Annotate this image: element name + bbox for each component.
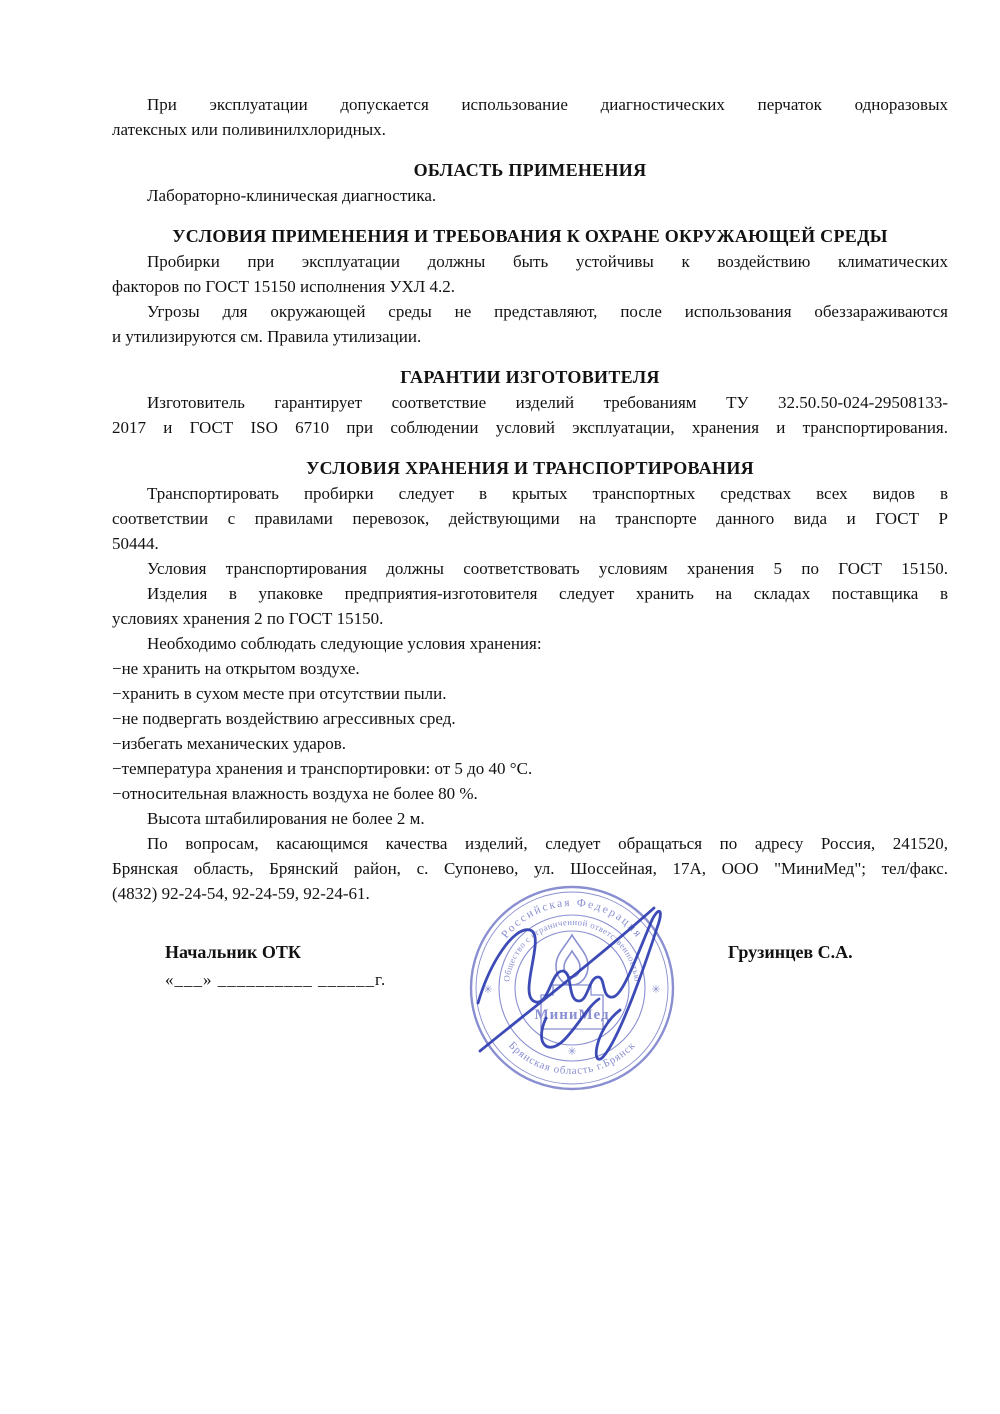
paragraph-line: Транспортировать пробирки следует в крытых транспортных средствах всех видов в: [147, 484, 948, 503]
signatory-name: Грузинцев С.А.: [728, 942, 853, 962]
paragraph-line: Изготовитель гарантирует соответствие изделий требованиям ТУ 32.50.50-024-29508133-: [147, 393, 948, 412]
paragraph-line: факторов по ГОСТ 15150 исполнения УХЛ 4.2.: [112, 277, 456, 296]
paragraph-line: Лабораторно-клиническая диагностика.: [147, 186, 437, 205]
stamp-text-inner-ring: Общество с ограниченной ответственностью: [501, 916, 643, 983]
storage-condition-item: −не подвергать воздействию агрессивных сред.: [112, 709, 456, 728]
stamp-text-outer-bottom: Брянская область г.Брянск: [506, 1039, 638, 1078]
paragraph-line: Брянская область, Брянский район, с. Супонево, ул. Шоссейная, 17А, ООО "МиниМед"; тел/факс.: [112, 859, 948, 878]
paragraph-line: соответствии с правилами перевозок, действующими на транспорте данного вида и ГОСТ Р: [112, 509, 948, 528]
paragraph-line: Пробирки при эксплуатации должны быть устойчивы к воздействию климатических: [147, 252, 948, 271]
intro-paragraph-line: При эксплуатации допускается использование диагностических перчаток одноразовых: [147, 95, 948, 114]
paragraph-line: Высота штабилирования не более 2 м.: [147, 809, 425, 828]
paragraph-line: Условия транспортирования должны соответствовать условиям хранения 5 по ГОСТ 15150.: [147, 559, 948, 578]
stamp-asterisk-left: ✳: [483, 984, 493, 996]
storage-condition-item: −не хранить на открытом воздухе.: [112, 659, 360, 678]
storage-condition-item: −температура хранения и транспортировки: от 5 до 40 °С.: [112, 759, 533, 778]
paragraph-line: и утилизируются см. Правила утилизации.: [112, 327, 422, 346]
intro-paragraph-line: латексных или поливинилхлоридных.: [112, 120, 386, 139]
stamp-asterisk-bottom: ✳: [567, 1046, 577, 1058]
storage-condition-item: −относительная влажность воздуха не более 80 %.: [112, 784, 478, 803]
section-heading-storage-transport: УСЛОВИЯ ХРАНЕНИЯ И ТРАНСПОРТИРОВАНИЯ: [306, 458, 754, 478]
paragraph-line: условиях хранения 2 по ГОСТ 15150.: [112, 609, 384, 628]
section-heading-usage-conditions: УСЛОВИЯ ПРИМЕНЕНИЯ И ТРЕБОВАНИЯ К ОХРАНЕ ОКРУЖАЮЩЕЙ СРЕДЫ: [172, 226, 888, 246]
paragraph-line: (4832) 92-24-54, 92-24-59, 92-24-61.: [112, 884, 370, 903]
signature-stroke: [596, 911, 660, 1059]
date-blank-line: «___» __________ ______г.: [165, 970, 387, 989]
paragraph-line: 50444.: [112, 534, 159, 553]
paragraph-line: По вопросам, касающимся качества изделий, следует обращаться по адресу Россия, 241520,: [147, 834, 948, 853]
paragraph-line: 2017 и ГОСТ ISO 6710 при соблюдении условий эксплуатации, хранения и транспортирования.: [112, 418, 948, 437]
signature-stroke: [541, 999, 599, 1047]
storage-condition-item: −хранить в сухом месте при отсутствии пыли.: [112, 684, 447, 703]
paragraph-line: Необходимо соблюдать следующие условия хранения:: [147, 634, 542, 653]
stamp-text-outer-top: Российская Федерация: [499, 896, 645, 941]
paragraph-line: Изделия в упаковке предприятия-изготовителя следует хранить на складах поставщика в: [147, 584, 948, 603]
stamp-asterisk-right: ✳: [651, 984, 661, 996]
section-heading-application-area: ОБЛАСТЬ ПРИМЕНЕНИЯ: [413, 160, 647, 180]
stamp-company-name: МиниМед: [534, 1007, 610, 1023]
storage-condition-item: −избегать механических ударов.: [112, 734, 347, 753]
signatory-position: Начальник ОТК: [165, 942, 301, 962]
paragraph-line: Угрозы для окружающей среды не представляют, после использования обеззараживаются: [147, 302, 948, 321]
handwritten-signature: [450, 870, 700, 1100]
signature-strokes: [478, 908, 660, 1059]
section-heading-manufacturer-warranty: ГАРАНТИИ ИЗГОТОВИТЕЛЯ: [400, 367, 660, 387]
